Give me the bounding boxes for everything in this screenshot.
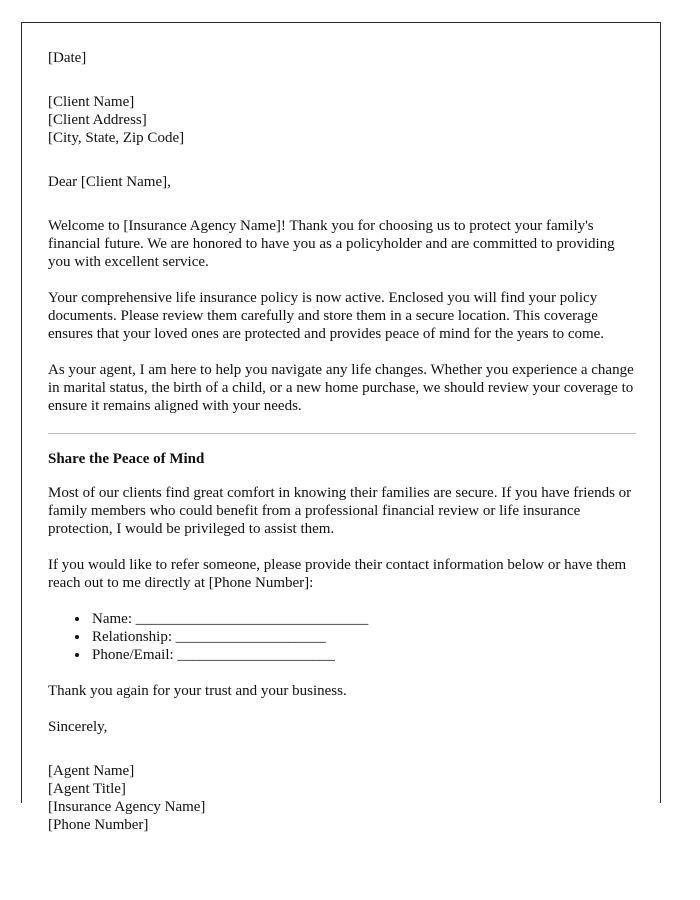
signature-line: [Agent Title] bbox=[48, 781, 126, 797]
signature-line: [Agent Name] bbox=[48, 763, 135, 779]
section-paragraph: Most of our clients find great comfort in knowing their families are secure. If you have friends or family members who could benefit from a professional financial review or life insurance protection, I would be privileged to assist them. bbox=[48, 485, 632, 537]
letter-content bbox=[48, 49, 636, 834]
document-page bbox=[21, 22, 661, 833]
signature-line: [Phone Number] bbox=[48, 817, 149, 833]
body-paragraph: As your agent, I am here to help you navigate any life changes. Whether you experience a change in marital status, the birth of a child, or a new home purchase, we should review your coverage to ensure it remains aligned with your needs. bbox=[48, 362, 634, 414]
signoff: Sincerely, bbox=[48, 719, 108, 735]
signature-block bbox=[48, 762, 636, 834]
address-line: [Client Address] bbox=[48, 112, 147, 128]
salutation: Dear [Client Name], bbox=[48, 174, 171, 190]
section-heading: Share the Peace of Mind bbox=[48, 451, 205, 467]
closing-line: Thank you again for your trust and your business. bbox=[48, 683, 347, 699]
body-paragraph: Welcome to [Insurance Agency Name]! Thank you for choosing us to protect your family's financial future. We are honored to have you as a policyholder and are committed to providing you with excellent service. bbox=[48, 218, 615, 270]
body-paragraph: Your comprehensive life insurance policy is now active. Enclosed you will find your policy documents. Please review them carefully and store them in a secure location. This coverage ensures that your loved ones are protected and provides peace of mind for the years to come. bbox=[48, 290, 605, 342]
section-divider bbox=[48, 433, 636, 434]
list-item: • Name: _______________________________ bbox=[90, 610, 636, 628]
section-paragraph: If you would like to refer someone, please provide their contact information below or have them reach out to me directly at [Phone Number]: bbox=[48, 557, 627, 591]
list-item: • Relationship: ____________________ bbox=[90, 628, 636, 646]
signature-line: [Insurance Agency Name] bbox=[48, 799, 206, 815]
address-line: [City, State, Zip Code] bbox=[48, 130, 185, 146]
date-field: [Date] bbox=[48, 50, 87, 66]
referral-fields-list bbox=[48, 610, 636, 664]
list-item: • Phone/Email: _____________________ bbox=[90, 646, 636, 664]
recipient-address-block bbox=[48, 93, 636, 147]
address-line: [Client Name] bbox=[48, 94, 135, 110]
